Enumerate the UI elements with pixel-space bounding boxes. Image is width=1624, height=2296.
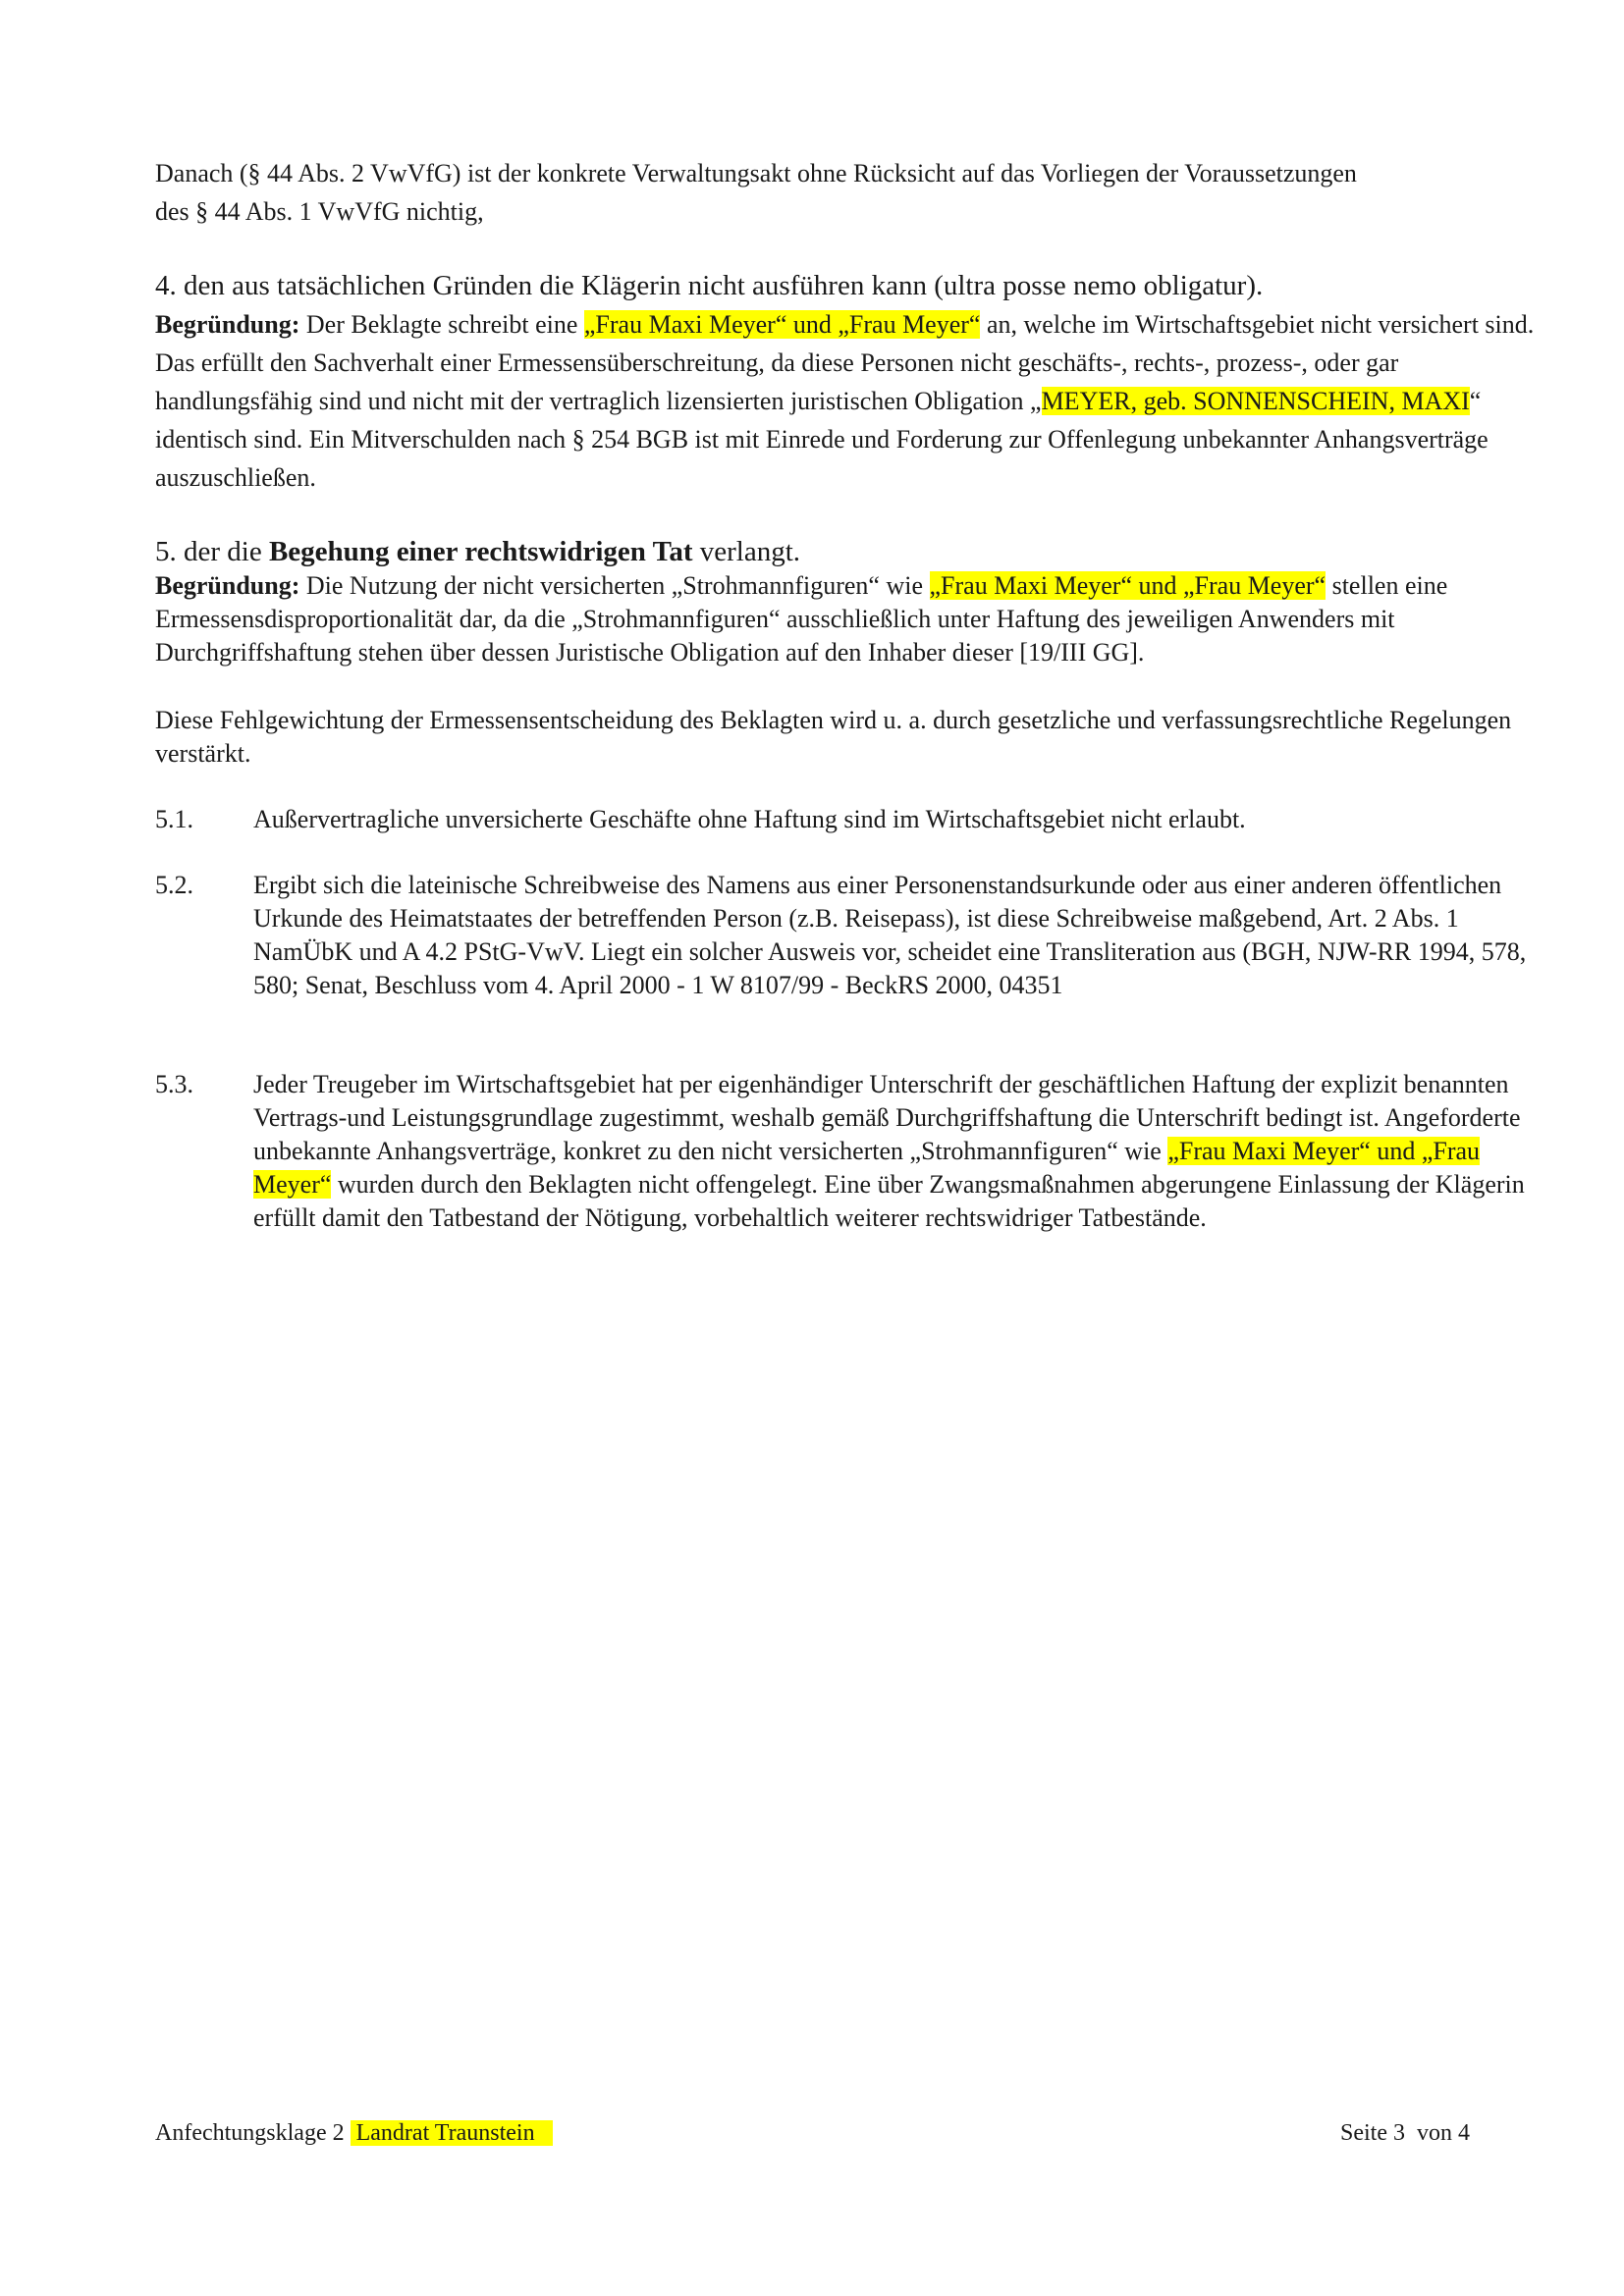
footer-highlight: Landrat Traunstein (350, 2120, 553, 2146)
item-5-1-text: Außervertragliche unversicherte Geschäfte ohne Haftung sind im Wirtschaftsgebiet nicht erlaubt. (253, 805, 1246, 833)
item-5-2-text: Ergibt sich die lateinische Schreibweise des Namens aus einer Personenstandsurkunde oder aus einer anderen öffentlichen Urkunde des Heimatstaates der betreffenden Person (z.B. Reisepass), ist diese Schreibweise maßgebend, Art. 2 Abs. 1 NamÜbK und A 4.2 PStG-VwV. Liegt ein solcher Ausweis vor, scheidet eine Transliteration aus (BGH, NJW-RR 1994, 578, 580; Senat, Beschluss vom 4. April 2000 - 1 W 8107/99 - BeckRS 2000, 04351 (253, 871, 1527, 999)
section-4-highlight-1: „Frau Maxi Meyer“ und „Frau Meyer“ (583, 310, 981, 339)
section-4-heading: 4. den aus tatsächlichen Gründen die Klägerin nicht ausführen kann (ultra posse nemo obligatur). (155, 270, 1264, 301)
section-4 (155, 267, 1549, 497)
intro-line-1: Danach (§ 44 Abs. 2 VwVfG) ist der konkrete Verwaltungsakt ohne Rücksicht auf das Vorliegen der Voraussetzungen (155, 159, 1357, 187)
section-5-text-1: Die Nutzung der nicht versicherten „Strohmannfiguren“ wie (299, 571, 930, 600)
item-5-3-number: 5.3. (155, 1070, 193, 1098)
section-5-label: Begründung: (155, 571, 300, 600)
section-4-text-1: Der Beklagte schreibt eine (299, 310, 584, 339)
section-5-text-2: stellen eine Ermessensdisproportionalität dar, da die „Strohmannfiguren“ ausschließlich unter Haftung des jeweiligen Anwenders mit Durchgriffshaftung stehen über dessen Juristische Obligation auf den Inhaber dieser [19/III GG]. (155, 571, 1448, 667)
item-5-3-text-1: Jeder Treugeber im Wirtschaftsgebiet hat per eigenhändiger Unterschrift der geschäftlichen Haftung der explizit benannten Vertrags-und Leistungsgrundlage zugestimmt, weshalb gemäß Durchgriffshaftung die Unterschrift bedingt ist. Angeforderte unbekannte Anhangsverträge, konkret zu den nicht versicherten „Strohmannfiguren“ wie (253, 1070, 1521, 1165)
item-5-3-text-2: wurden durch den Beklagten nicht offengelegt. Eine über Zwangsmaßnahmen abgerungene Einlassung der Klägerin erfüllt damit den Tatbestand der Nötigung, vorbehaltlich weiterer rechtswidriger Tatbestände. (253, 1170, 1525, 1232)
item-5-2-number: 5.2. (155, 871, 193, 899)
intro-paragraph (155, 154, 1549, 231)
section-5-heading (155, 536, 800, 567)
item-5-1-number: 5.1. (155, 805, 193, 833)
item-5-3-text (253, 1068, 1549, 1235)
section-5-heading-pre: 5. der die (155, 536, 269, 567)
section-5-heading-bold: Begehung einer rechtswidrigen Tat (268, 536, 693, 567)
intro-line-2: des § 44 Abs. 1 VwVfG nichtig, (155, 197, 484, 226)
footer-page-number: Seite 3 von 4 (1340, 2120, 1470, 2146)
section-5 (155, 535, 1549, 669)
footer-document-title: Anfechtungsklage 2 (155, 2120, 351, 2146)
section-5-highlight-1: „Frau Maxi Meyer“ und „Frau Meyer“ (929, 571, 1326, 600)
section-4-highlight-2: MEYER, geb. SONNENSCHEIN, MAXI (1041, 387, 1470, 415)
item-5-3-highlight: „Frau Maxi Meyer“ und „Frau Meyer“ (253, 1137, 1481, 1199)
footer-left (155, 2118, 553, 2148)
section-4-label: Begründung: (155, 310, 300, 339)
section-4-text-2: an, welche im Wirtschaftsgebiet nicht versichert sind. Das erfüllt den Sachverhalt einer Ermessensüberschreitung, da diese Personen nicht geschäfts-, rechts-, prozess-, oder gar handlungsfähig sind und nicht mit der vertraglich lizensierten juristischen Obligation „ (155, 310, 1535, 415)
section-5-summary: Diese Fehlgewichtung der Ermessensentscheidung des Beklagten wird u. a. durch gesetzliche und verfassungsrechtliche Regelungen verstärkt. (155, 706, 1512, 768)
section-5-heading-post: verlangt. (692, 536, 801, 567)
section-4-text-3: “ identisch sind. Ein Mitverschulden nach § 254 BGB ist mit Einrede und Forderung zur Offenlegung unbekannter Anhangsverträge auszuschließen. (155, 387, 1489, 492)
